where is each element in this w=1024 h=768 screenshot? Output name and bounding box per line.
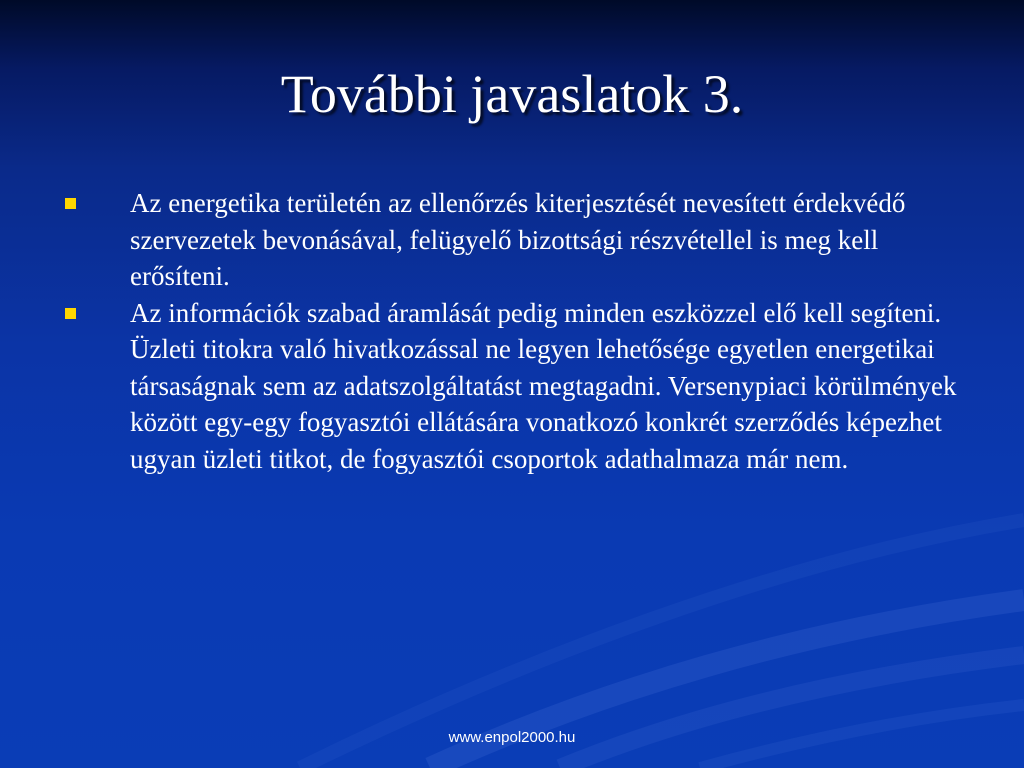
footer-url: www.enpol2000.hu: [448, 729, 576, 746]
bullet-text: Az információk szabad áramlását pedig minden eszközzel elő kell segíteni. Üzleti titokra való hivatkozással ne legyen lehetősége egyetlen energetikai társaságnak sem az adatszolgáltatást megtagadni. Versenypiaci körülmények között egy-egy fogyasztói ellátására vonatkozó konkrét szerződés képezhet ugyan üzleti titkot, de fogyasztói csoportok adathalmaza már nem.: [130, 297, 957, 474]
bullet-list: [62, 185, 972, 477]
slide-title: További javaslatok 3.: [280, 64, 744, 124]
square-bullet-icon: [65, 198, 76, 209]
bullet-item: [62, 185, 972, 295]
square-bullet-icon: [65, 308, 76, 319]
bullet-text: Az energetika területén az ellenőrzés kiterjesztését nevesített érdekvédő szervezetek bevonásával, felügyelő bizottsági részvétellel is meg kell erősíteni.: [130, 188, 906, 291]
bullet-item: [62, 295, 972, 478]
